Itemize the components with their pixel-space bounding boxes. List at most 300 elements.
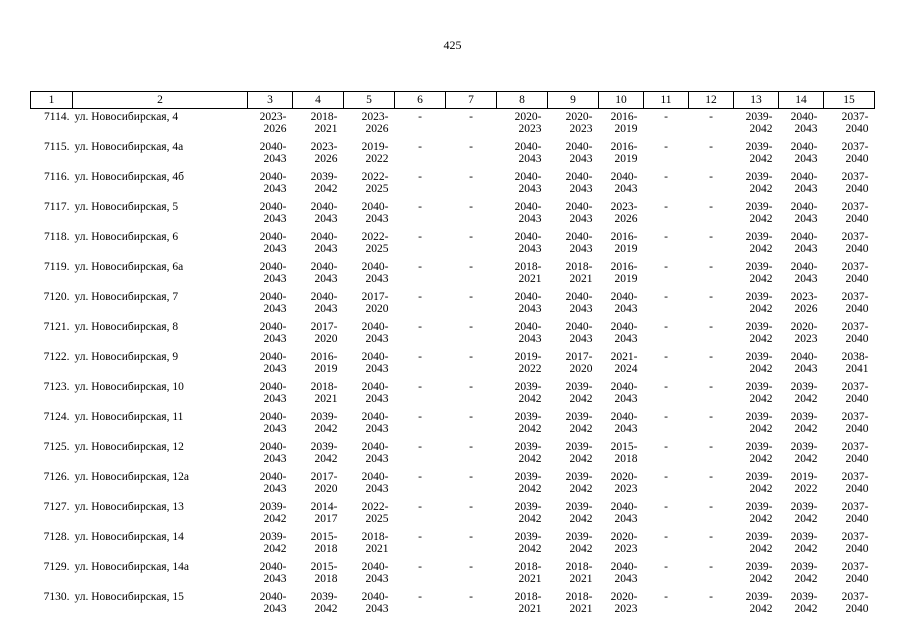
year-range: [734, 199, 773, 225]
address-cell: ул. Новосибирская, 8: [74, 321, 179, 333]
year-range: [548, 109, 593, 135]
range-start: 2039-: [514, 531, 542, 543]
range-end: 2043: [263, 153, 287, 165]
header-cell: 10: [599, 92, 644, 109]
range-end: 2042: [569, 483, 593, 495]
range-end: 2043: [365, 603, 389, 615]
year-range-cell: [734, 529, 779, 559]
year-range-cell: [497, 589, 548, 619]
range-start: 2040-: [514, 231, 542, 243]
range-start: 2040-: [259, 561, 287, 573]
range-end: 2040: [845, 543, 869, 555]
range-start: 2018-: [565, 591, 593, 603]
range-end: 2026: [314, 153, 338, 165]
empty-value-cell: -: [709, 141, 713, 153]
year-range-cell: [248, 439, 293, 469]
year-range-cell: [779, 169, 824, 199]
year-range: [599, 469, 638, 495]
address-cell: ул. Новосибирская, 6: [74, 231, 179, 243]
year-range-cell: [548, 559, 599, 589]
year-range-cell: [824, 409, 875, 439]
year-range-cell: [824, 349, 875, 379]
year-range-cell: [344, 379, 395, 409]
year-range-cell: [248, 409, 293, 439]
year-range: [599, 439, 638, 465]
year-range: [599, 109, 638, 135]
row-number: 7129.: [43, 561, 70, 573]
range-start: 2040-: [259, 351, 287, 363]
range-end: 2043: [365, 273, 389, 285]
year-range: [293, 289, 338, 315]
range-start: 2040-: [361, 591, 389, 603]
year-range: [824, 589, 869, 615]
year-range: [824, 499, 869, 525]
year-range-cell: [344, 589, 395, 619]
year-range-cell: [824, 139, 875, 169]
year-range: [824, 289, 869, 315]
year-range: [599, 379, 638, 405]
year-range-cell: [548, 439, 599, 469]
range-start: 2039-: [745, 501, 773, 513]
range-start: 2040-: [565, 231, 593, 243]
range-start: 2040-: [259, 321, 287, 333]
range-end: 2020: [314, 483, 338, 495]
range-start: 2040-: [361, 441, 389, 453]
year-range-cell: [734, 199, 779, 229]
range-end: 2042: [749, 393, 773, 405]
range-start: 2014-: [310, 501, 338, 513]
range-end: 2023: [614, 483, 638, 495]
range-end: 2025: [365, 243, 389, 255]
range-end: 2043: [614, 393, 638, 405]
range-start: 2040-: [610, 561, 638, 573]
year-range: [548, 559, 593, 585]
empty-value-cell: -: [418, 351, 422, 363]
year-range: [344, 169, 389, 195]
range-start: 2037-: [841, 501, 869, 513]
range-start: 2039-: [310, 171, 338, 183]
range-end: 2042: [749, 513, 773, 525]
range-end: 2021: [518, 273, 542, 285]
range-start: 2040-: [790, 171, 818, 183]
year-range-cell: [344, 409, 395, 439]
range-end: 2042: [314, 453, 338, 465]
year-range-cell: [248, 319, 293, 349]
year-range-cell: [548, 319, 599, 349]
range-start: 2015-: [310, 531, 338, 543]
empty-value-cell: -: [418, 291, 422, 303]
row-number: 7118.: [44, 231, 70, 243]
range-start: 2040-: [310, 201, 338, 213]
empty-value-cell: -: [418, 381, 422, 393]
year-range: [293, 529, 338, 555]
year-range-cell: [497, 379, 548, 409]
year-range-cell: [293, 259, 344, 289]
year-range: [293, 589, 338, 615]
year-range: [293, 499, 338, 525]
year-range-cell: [248, 169, 293, 199]
year-range-cell: [248, 229, 293, 259]
range-start: 2039-: [745, 141, 773, 153]
empty-value-cell: -: [709, 321, 713, 333]
range-end: 2043: [518, 303, 542, 315]
range-start: 2020-: [790, 321, 818, 333]
range-start: 2016-: [610, 141, 638, 153]
range-end: 2041: [845, 363, 869, 375]
range-end: 2043: [263, 393, 287, 405]
year-range: [779, 259, 818, 285]
row-number: 7123.: [43, 381, 70, 393]
year-range: [248, 589, 287, 615]
empty-value-cell: -: [709, 501, 713, 513]
range-start: 2039-: [790, 591, 818, 603]
year-range: [248, 439, 287, 465]
header-cell: 5: [344, 92, 395, 109]
empty-value-cell: -: [469, 591, 473, 603]
range-start: 2022-: [361, 231, 389, 243]
year-range: [824, 139, 869, 165]
range-start: 2040-: [259, 141, 287, 153]
range-start: 2017-: [310, 471, 338, 483]
year-range-cell: [548, 529, 599, 559]
year-range-cell: [344, 349, 395, 379]
year-range-cell: [824, 199, 875, 229]
year-range-cell: [497, 559, 548, 589]
range-end: 2023: [569, 123, 593, 135]
range-start: 2018-: [514, 561, 542, 573]
year-range-cell: [779, 289, 824, 319]
empty-value-cell: -: [418, 591, 422, 603]
range-end: 2042: [749, 213, 773, 225]
year-range-cell: [344, 259, 395, 289]
range-start: 2037-: [841, 171, 869, 183]
year-range-cell: [734, 469, 779, 499]
range-start: 2040-: [259, 171, 287, 183]
year-range-cell: [779, 469, 824, 499]
year-range: [497, 349, 542, 375]
row-number: 7116.: [44, 171, 70, 183]
address-cell: ул. Новосибирская, 6а: [74, 261, 184, 273]
year-range: [293, 559, 338, 585]
range-start: 2040-: [259, 441, 287, 453]
range-start: 2039-: [565, 501, 593, 513]
table-row: [31, 379, 875, 409]
year-range: [734, 349, 773, 375]
range-start: 2039-: [790, 411, 818, 423]
year-range: [293, 259, 338, 285]
year-range-cell: [248, 259, 293, 289]
year-range-cell: [734, 289, 779, 319]
range-end: 2017: [314, 513, 338, 525]
year-range-cell: [293, 139, 344, 169]
range-start: 2022-: [361, 501, 389, 513]
range-start: 2039-: [565, 531, 593, 543]
range-end: 2043: [518, 243, 542, 255]
empty-value-cell: -: [709, 111, 713, 123]
range-end: 2043: [314, 213, 338, 225]
year-range: [293, 439, 338, 465]
range-start: 2019-: [514, 351, 542, 363]
year-range-cell: [599, 169, 644, 199]
table-row: [31, 559, 875, 589]
range-end: 2042: [518, 483, 542, 495]
range-end: 2043: [263, 243, 287, 255]
range-end: 2042: [749, 123, 773, 135]
empty-value-cell: -: [469, 141, 473, 153]
empty-value-cell: -: [664, 441, 668, 453]
range-start: 2040-: [361, 381, 389, 393]
empty-value-cell: -: [469, 231, 473, 243]
year-range-cell: [824, 289, 875, 319]
year-range: [497, 379, 542, 405]
range-start: 2039-: [745, 261, 773, 273]
year-range-cell: [293, 229, 344, 259]
range-end: 2042: [569, 453, 593, 465]
range-end: 2043: [569, 183, 593, 195]
range-end: 2043: [794, 183, 818, 195]
range-end: 2042: [263, 543, 287, 555]
range-start: 2040-: [514, 291, 542, 303]
year-range-cell: [293, 169, 344, 199]
range-start: 2037-: [841, 141, 869, 153]
year-range-cell: [824, 529, 875, 559]
range-end: 2043: [614, 573, 638, 585]
year-range-cell: [548, 499, 599, 529]
year-range-cell: [293, 589, 344, 619]
range-end: 2042: [518, 543, 542, 555]
year-range-cell: [293, 319, 344, 349]
range-start: 2018-: [310, 111, 338, 123]
range-end: 2042: [749, 453, 773, 465]
range-start: 2040-: [259, 231, 287, 243]
empty-value-cell: -: [709, 441, 713, 453]
range-end: 2043: [263, 363, 287, 375]
year-range-cell: [548, 589, 599, 619]
year-range-cell: [293, 289, 344, 319]
year-range-cell: [779, 259, 824, 289]
year-range-cell: [599, 379, 644, 409]
range-start: 2040-: [514, 201, 542, 213]
range-end: 2023: [794, 333, 818, 345]
empty-value-cell: -: [469, 411, 473, 423]
year-range: [824, 379, 869, 405]
year-range-cell: [344, 529, 395, 559]
empty-value-cell: -: [664, 531, 668, 543]
range-start: 2016-: [310, 351, 338, 363]
year-range: [548, 319, 593, 345]
range-end: 2043: [614, 303, 638, 315]
range-end: 2043: [263, 453, 287, 465]
year-range: [293, 109, 338, 135]
range-start: 2040-: [610, 501, 638, 513]
empty-value-cell: -: [664, 171, 668, 183]
year-range: [497, 409, 542, 435]
range-start: 2040-: [565, 171, 593, 183]
year-range: [779, 589, 818, 615]
range-end: 2043: [569, 153, 593, 165]
year-range: [779, 169, 818, 195]
range-end: 2043: [314, 273, 338, 285]
year-range: [293, 229, 338, 255]
header-cell: 4: [293, 92, 344, 109]
range-end: 2024: [614, 363, 638, 375]
year-range-cell: [497, 319, 548, 349]
range-end: 2043: [518, 213, 542, 225]
empty-value-cell: -: [469, 111, 473, 123]
range-start: 2040-: [310, 231, 338, 243]
range-end: 2042: [749, 363, 773, 375]
year-range: [248, 349, 287, 375]
table-row: [31, 469, 875, 499]
year-range-cell: [779, 439, 824, 469]
row-number: 7117.: [44, 201, 70, 213]
range-end: 2042: [569, 513, 593, 525]
range-end: 2021: [518, 573, 542, 585]
year-range: [824, 409, 869, 435]
range-start: 2037-: [841, 441, 869, 453]
range-end: 2021: [569, 273, 593, 285]
year-range: [248, 259, 287, 285]
year-range-cell: [779, 139, 824, 169]
year-range: [824, 259, 869, 285]
range-start: 2039-: [745, 531, 773, 543]
range-start: 2020-: [610, 591, 638, 603]
range-start: 2018-: [514, 591, 542, 603]
range-end: 2042: [794, 603, 818, 615]
year-range: [497, 439, 542, 465]
range-start: 2040-: [259, 291, 287, 303]
range-start: 2040-: [259, 411, 287, 423]
year-range-cell: [344, 229, 395, 259]
range-start: 2039-: [790, 501, 818, 513]
range-end: 2043: [365, 393, 389, 405]
range-end: 2042: [749, 243, 773, 255]
range-start: 2020-: [514, 111, 542, 123]
empty-value-cell: -: [664, 201, 668, 213]
range-start: 2019-: [361, 141, 389, 153]
year-range-cell: [548, 349, 599, 379]
year-range: [248, 109, 287, 135]
range-end: 2019: [614, 273, 638, 285]
year-range-cell: [734, 109, 779, 140]
empty-value-cell: -: [469, 531, 473, 543]
year-range-cell: [497, 229, 548, 259]
range-end: 2022: [794, 483, 818, 495]
row-number: 7120.: [43, 291, 70, 303]
range-start: 2040-: [514, 321, 542, 333]
range-start: 2039-: [745, 321, 773, 333]
year-range: [344, 559, 389, 585]
range-end: 2043: [314, 303, 338, 315]
year-range: [779, 349, 818, 375]
range-start: 2040-: [790, 141, 818, 153]
year-range-cell: [734, 409, 779, 439]
year-range: [293, 169, 338, 195]
year-range: [248, 229, 287, 255]
range-start: 2016-: [610, 111, 638, 123]
year-range: [497, 109, 542, 135]
year-range-cell: [497, 139, 548, 169]
empty-value-cell: -: [709, 381, 713, 393]
year-range: [779, 199, 818, 225]
year-range-cell: [779, 319, 824, 349]
year-range: [734, 379, 773, 405]
year-range: [824, 439, 869, 465]
row-number: 7119.: [44, 261, 70, 273]
range-start: 2039-: [259, 531, 287, 543]
table-row: [31, 409, 875, 439]
range-start: 2040-: [790, 201, 818, 213]
range-start: 2023-: [361, 111, 389, 123]
range-start: 2040-: [565, 291, 593, 303]
year-range: [734, 409, 773, 435]
range-end: 2043: [365, 333, 389, 345]
year-range-cell: [248, 199, 293, 229]
range-end: 2043: [365, 423, 389, 435]
range-end: 2021: [569, 573, 593, 585]
year-range-cell: [497, 109, 548, 140]
year-range-cell: [344, 319, 395, 349]
empty-value-cell: -: [418, 231, 422, 243]
year-range: [548, 259, 593, 285]
range-end: 2026: [614, 213, 638, 225]
year-range-cell: [497, 469, 548, 499]
range-start: 2037-: [841, 291, 869, 303]
year-range-cell: [497, 199, 548, 229]
range-end: 2025: [365, 183, 389, 195]
year-range-cell: [497, 349, 548, 379]
range-end: 2043: [794, 213, 818, 225]
year-range: [548, 529, 593, 555]
range-end: 2019: [614, 123, 638, 135]
range-start: 2040-: [310, 291, 338, 303]
range-end: 2042: [794, 513, 818, 525]
range-end: 2042: [749, 573, 773, 585]
year-range: [734, 139, 773, 165]
range-end: 2042: [749, 423, 773, 435]
empty-value-cell: -: [709, 201, 713, 213]
table-row: [31, 109, 875, 140]
empty-value-cell: -: [418, 111, 422, 123]
year-range: [497, 589, 542, 615]
year-range: [344, 439, 389, 465]
range-start: 2039-: [745, 351, 773, 363]
year-range-cell: [293, 409, 344, 439]
range-start: 2017-: [361, 291, 389, 303]
year-range: [248, 199, 287, 225]
range-end: 2018: [314, 573, 338, 585]
range-start: 2039-: [745, 231, 773, 243]
address-cell: ул. Новосибирская, 11: [74, 411, 184, 423]
range-start: 2039-: [745, 201, 773, 213]
range-start: 2040-: [361, 261, 389, 273]
year-range: [497, 289, 542, 315]
row-number: 7124.: [43, 411, 70, 423]
year-range-cell: [248, 109, 293, 140]
year-range: [824, 109, 869, 135]
year-range: [248, 409, 287, 435]
range-end: 2042: [749, 333, 773, 345]
empty-value-cell: -: [469, 291, 473, 303]
year-range-cell: [734, 559, 779, 589]
year-range-cell: [548, 379, 599, 409]
empty-value-cell: -: [664, 321, 668, 333]
range-start: 2039-: [565, 381, 593, 393]
range-start: 2018-: [361, 531, 389, 543]
empty-value-cell: -: [709, 261, 713, 273]
year-range: [599, 409, 638, 435]
year-range: [248, 469, 287, 495]
